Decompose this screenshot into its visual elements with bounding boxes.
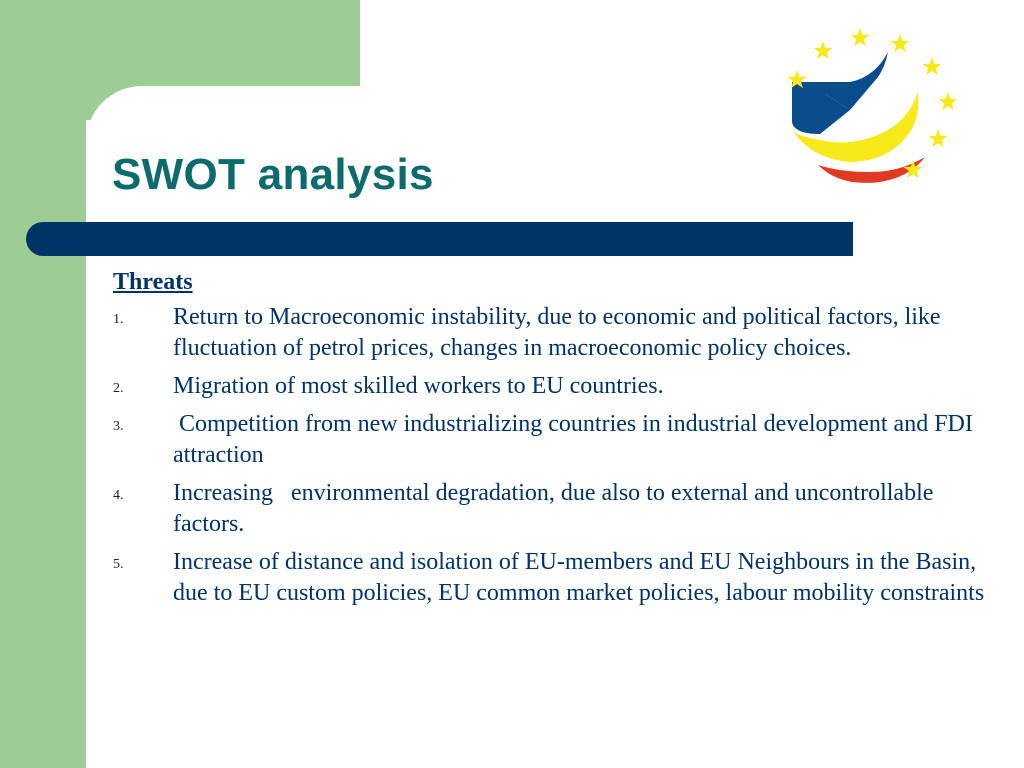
slide-content: [113, 269, 993, 616]
list-number: 3.: [113, 419, 124, 434]
list-number: 1.: [113, 312, 124, 327]
list-item: [113, 409, 993, 471]
list-item-text: Return to Macroeconomic instability, due to economic and political factors, like fluctuation of petrol prices, changes in macroeconomic policy choices.: [173, 304, 941, 361]
list-item-text: Competition from new industrializing countries in industrial development and FDI attraction: [173, 411, 979, 468]
slide-title: SWOT analysis: [112, 150, 434, 199]
list-number: 2.: [113, 381, 124, 396]
list-item: [113, 547, 993, 609]
list-number: 5.: [113, 557, 124, 572]
list-item: [113, 478, 993, 540]
section-heading: Threats: [113, 269, 193, 295]
title-underline-bar: [26, 222, 853, 256]
list-number: 4.: [113, 488, 124, 503]
list-item-text: Increasing environmental degradation, due also to external and uncontrollable factors.: [173, 480, 940, 537]
list-item: [113, 371, 993, 402]
list-item-text: Migration of most skilled workers to EU countries.: [173, 373, 664, 399]
list-item-text: Increase of distance and isolation of EU-members and EU Neighbours in the Basin, due to EU custom policies, EU common market policies, labour mobility constraints: [173, 549, 985, 606]
list-item: [113, 302, 993, 364]
eu-stars-logo-icon: [780, 22, 970, 197]
